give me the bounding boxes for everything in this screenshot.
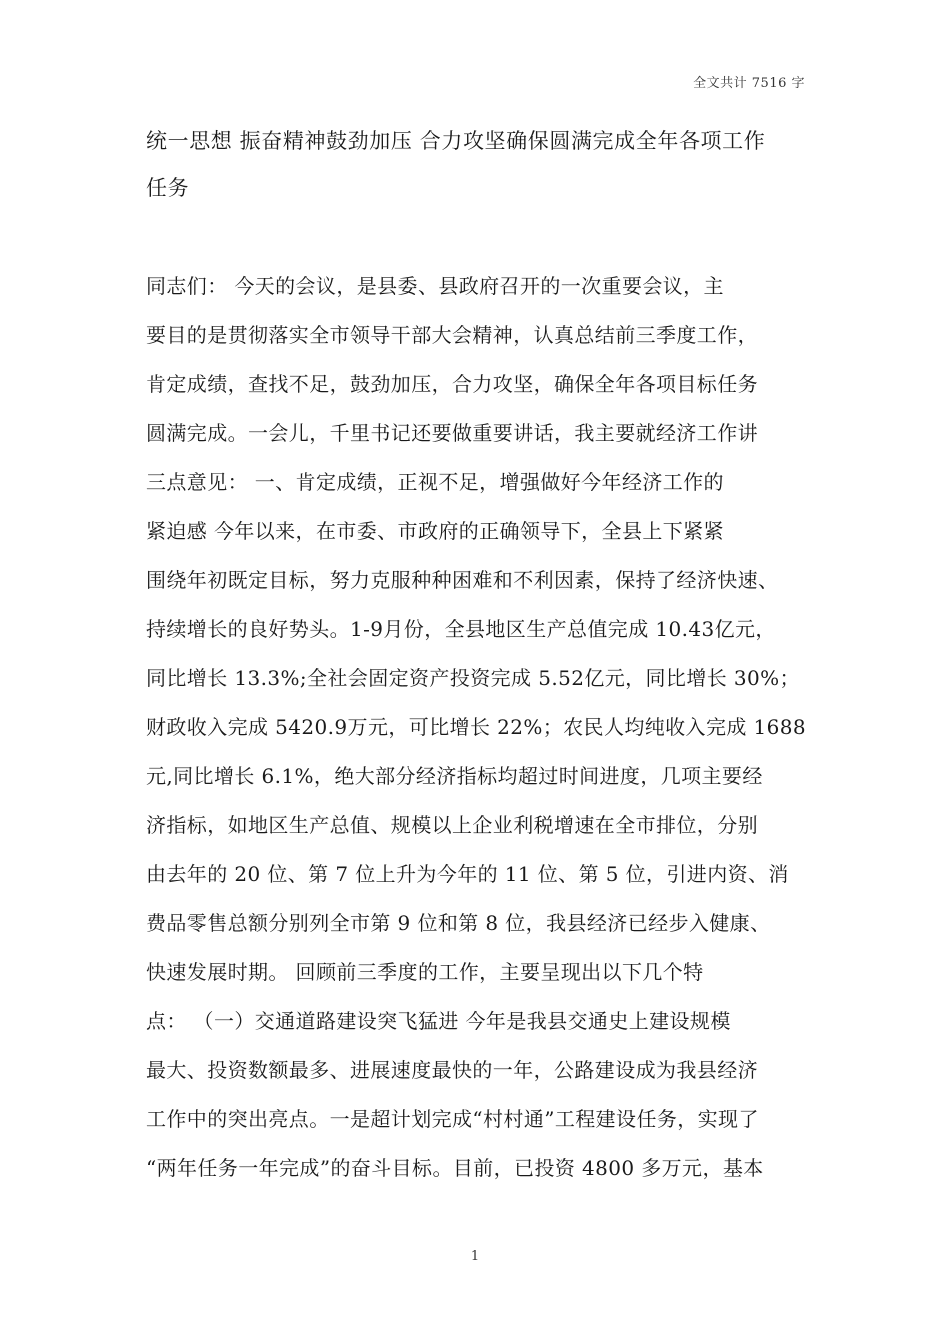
- body-line: 持续增长的良好势头。1-9月份，全县地区生产总值完成 10.43亿元，: [146, 617, 776, 641]
- body-line: 财政收入完成 5420.9万元，可比增长 22%；农民人均纯收入完成 1688: [146, 715, 807, 739]
- title-line: 统一思想 振奋精神鼓劲加压 合力攻坚确保圆满完成全年各项工作: [146, 129, 766, 153]
- body-line: 费品零售总额分别列全市第 9 位和第 8 位，我县经济已经步入健康、: [146, 911, 771, 935]
- body-line: 济指标，如地区生产总值、规模以上企业利税增速在全市排位，分别: [146, 813, 758, 837]
- body-line: 围绕年初既定目标，努力克服种种困难和不利因素，保持了经济快速、: [146, 568, 779, 592]
- body-line: 同比增长 13.3%;全社会固定资产投资完成 5.52亿元，同比增长 30%；: [146, 666, 800, 690]
- body-line: 工作中的突出亮点。一是超计划完成“村村通”工程建设任务，实现了: [146, 1107, 759, 1131]
- body-line: 肯定成绩，查找不足，鼓劲加压，合力攻坚，确保全年各项目标任务: [146, 372, 758, 396]
- body-line: 最大、投资数额最多、进展速度最快的一年，公路建设成为我县经济: [146, 1058, 758, 1082]
- body-line: 快速发展时期。 回顾前三季度的工作，主要呈现出以下几个特: [146, 960, 704, 984]
- page-number: 1: [470, 1249, 480, 1264]
- body-line: 圆满完成。一会儿，千里书记还要做重要讲话，我主要就经济工作讲: [146, 421, 758, 445]
- body-line: 由去年的 20 位、第 7 位上升为今年的 11 位、第 5 位，引进内资、消: [146, 862, 789, 886]
- word-count-label: 全文共计 7516 字: [693, 76, 805, 91]
- body-line: “两年任务一年完成”的奋斗目标。目前，已投资 4800 多万元，基本: [146, 1156, 764, 1180]
- document-title: [146, 118, 810, 212]
- body-line: 元,同比增长 6.1%，绝大部分经济指标均超过时间进度，几项主要经: [146, 764, 763, 788]
- body-line: 三点意见： 一、肯定成绩，正视不足，增强做好今年经济工作的: [146, 470, 724, 494]
- body-line: 点： （一）交通道路建设突飞猛进 今年是我县交通史上建设规模: [146, 1009, 731, 1033]
- title-line: 任务: [146, 176, 190, 200]
- body-line: 要目的是贯彻落实全市领导干部大会精神，认真总结前三季度工作，: [146, 323, 758, 347]
- body-line: 同志们： 今天的会议，是县委、县政府召开的一次重要会议，主: [146, 274, 724, 298]
- body-line: 紧迫感 今年以来，在市委、市政府的正确领导下，全县上下紧紧: [146, 519, 724, 543]
- document-body: [146, 262, 810, 1193]
